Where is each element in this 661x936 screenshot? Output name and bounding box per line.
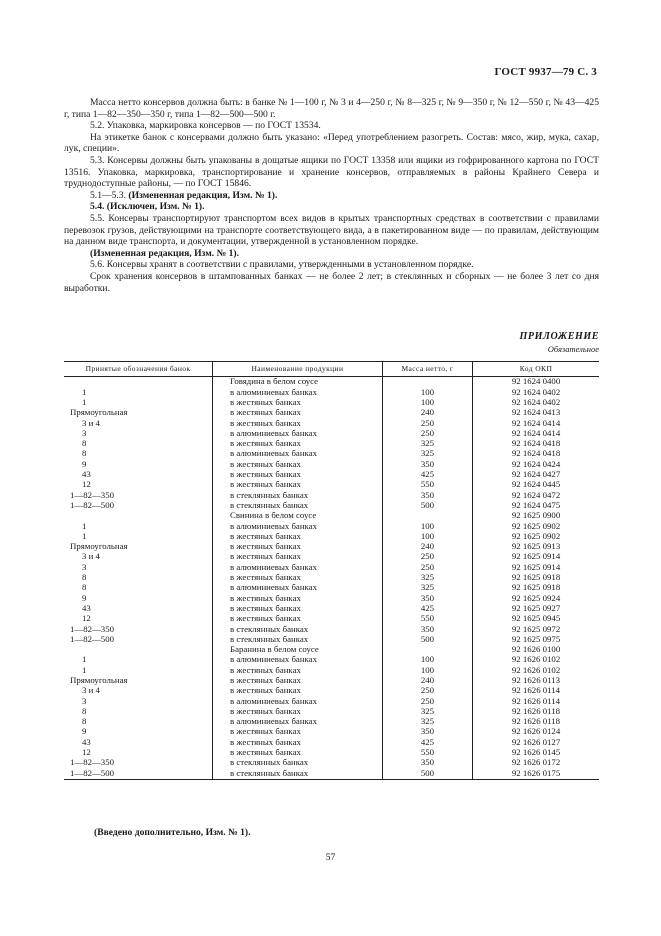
can-designation-cell bbox=[64, 511, 213, 521]
product-name-cell: в жестяных банках bbox=[213, 727, 383, 737]
product-name-cell: в жестяных банках bbox=[213, 748, 383, 758]
product-name-cell: в алюминиевых банках bbox=[213, 562, 383, 572]
net-mass-cell: 250 bbox=[382, 552, 472, 562]
okp-code-cell: 92 1624 0427 bbox=[473, 470, 599, 480]
okp-code-cell: 92 1626 0102 bbox=[473, 655, 599, 665]
can-designation-cell: 3 bbox=[82, 561, 87, 572]
column-header: Наименование продукции bbox=[213, 362, 383, 377]
okp-code-cell: 92 1625 0914 bbox=[473, 562, 599, 572]
product-name-cell: в жестяных банках bbox=[213, 542, 383, 552]
okp-code-cell: 92 1626 0124 bbox=[473, 727, 599, 737]
can-designation-cell: Прямоугольная bbox=[70, 541, 128, 552]
product-name-cell: в стеклянных банках bbox=[213, 768, 383, 779]
column-header: Масса нетто, г bbox=[382, 362, 472, 377]
paragraph-lead: 5.1—5.3. bbox=[90, 189, 129, 201]
can-designation-cell: 1 bbox=[82, 386, 87, 397]
net-mass-cell: 350 bbox=[382, 758, 472, 768]
can-designation-cell: 1—82—500 bbox=[70, 499, 114, 510]
product-name-cell: в жестяных банках bbox=[213, 676, 383, 686]
okp-code-cell: 92 1625 0918 bbox=[473, 573, 599, 583]
okp-code-cell: 92 1624 0418 bbox=[473, 439, 599, 449]
table-row bbox=[64, 449, 599, 459]
product-name-cell: в алюминиевых банках bbox=[213, 717, 383, 727]
can-designation-cell: 1 bbox=[82, 664, 87, 675]
product-table bbox=[64, 361, 599, 780]
product-name-cell: в жестяных банках bbox=[213, 614, 383, 624]
net-mass-cell: 350 bbox=[382, 490, 472, 500]
paragraph bbox=[64, 248, 599, 260]
okp-code-cell: 92 1625 0945 bbox=[473, 614, 599, 624]
paragraph-text: 5.3. Консервы должны быть упакованы в дощатые ящики по ГОСТ 13358 или ящики из гофрированного картона по ГОСТ 13516. Упаковка, маркировка, транспортирование и хранение консервов, отправляемых в районы Крайнего Севера и труднодоступные районы, — по ГОСТ 15846. bbox=[64, 154, 599, 190]
paragraph bbox=[64, 213, 599, 248]
table-header-row bbox=[64, 362, 599, 377]
can-designation-cell: 1 bbox=[82, 396, 87, 407]
table-body bbox=[64, 377, 599, 780]
product-name-cell: в жестяных банках bbox=[213, 439, 383, 449]
amendment-note: (Измененная редакция, Изм. № 1). bbox=[90, 247, 240, 259]
can-designation-cell: 8 bbox=[82, 448, 87, 459]
table-row bbox=[64, 624, 599, 634]
okp-code-cell: 92 1624 0413 bbox=[473, 408, 599, 418]
product-name-cell: в жестяных банках bbox=[213, 470, 383, 480]
paragraph-text: Масса нетто консервов должна быть: в банке № 1—100 г, № 3 и 4—250 г, № 8—325 г, № 9—350 г, № 12—550 г, № 43—425 г, типа 1—82—350—350 г, типа 1—82—500—500 г. bbox=[64, 97, 599, 120]
okp-code-cell: 92 1626 0118 bbox=[473, 717, 599, 727]
page-header: ГОСТ 9937—79 С. 3 bbox=[494, 66, 597, 78]
net-mass-cell: 100 bbox=[382, 665, 472, 675]
okp-code-cell: 92 1626 0127 bbox=[473, 737, 599, 747]
okp-code-cell: 92 1624 0402 bbox=[473, 398, 599, 408]
product-name-cell: Говядина в белом соусе bbox=[213, 377, 383, 388]
net-mass-cell: 250 bbox=[382, 418, 472, 428]
product-name-cell: в алюминиевых банках bbox=[213, 696, 383, 706]
net-mass-cell: 100 bbox=[382, 521, 472, 531]
okp-code-cell: 92 1626 0175 bbox=[473, 768, 599, 779]
net-mass-cell: 550 bbox=[382, 480, 472, 490]
can-designation-cell: 1—82—350 bbox=[70, 623, 114, 634]
net-mass-cell: 325 bbox=[382, 707, 472, 717]
can-designation-cell: 1—82—500 bbox=[64, 768, 213, 779]
product-name-cell: в жестяных банках bbox=[213, 737, 383, 747]
okp-code-cell: 92 1625 0913 bbox=[473, 542, 599, 552]
table-row bbox=[64, 768, 599, 779]
net-mass-cell: 250 bbox=[382, 562, 472, 572]
can-designation-cell: Прямоугольная bbox=[70, 407, 128, 418]
can-designation-cell: 3 и 4 bbox=[82, 417, 100, 428]
can-designation-cell: 1 bbox=[82, 654, 87, 665]
okp-code-cell: 92 1626 0145 bbox=[473, 748, 599, 758]
table-row bbox=[64, 418, 599, 428]
product-name-cell: в алюминиевых банках bbox=[213, 449, 383, 459]
okp-code-cell: 92 1625 0900 bbox=[473, 511, 599, 521]
footnote: (Введено дополнительно, Изм. № 1). bbox=[94, 827, 251, 838]
can-designation-cell: 8 bbox=[82, 438, 87, 449]
net-mass-cell bbox=[382, 377, 472, 388]
okp-code-cell: 92 1624 0414 bbox=[473, 418, 599, 428]
appendix-heading bbox=[520, 331, 599, 354]
product-name-cell: в жестяных банках bbox=[213, 418, 383, 428]
product-name-cell: в жестяных банках bbox=[213, 408, 383, 418]
okp-code-cell: 92 1626 0172 bbox=[473, 758, 599, 768]
table-row bbox=[64, 655, 599, 665]
can-designation-cell: 1—82—350 bbox=[70, 757, 114, 768]
can-designation-cell: 3 и 4 bbox=[82, 551, 100, 562]
okp-code-cell: 92 1625 0924 bbox=[473, 593, 599, 603]
okp-code-cell: 92 1624 0414 bbox=[473, 428, 599, 438]
table-row bbox=[64, 583, 599, 593]
net-mass-cell: 100 bbox=[382, 655, 472, 665]
product-name-cell: в жестяных банках bbox=[213, 665, 383, 675]
table-row bbox=[64, 511, 599, 521]
paragraph-text: Срок хранения консервов в штампованных банках — не более 2 лет; в стеклянных и сборных — не более 3 лет со дня выработки. bbox=[64, 270, 599, 294]
can-designation-cell: 3 и 4 bbox=[82, 685, 100, 696]
table-row bbox=[64, 593, 599, 603]
paragraph-text: 5.4. (Исключен, Изм. № 1). bbox=[90, 201, 205, 213]
paragraph bbox=[64, 271, 599, 294]
can-designation-cell: 3 bbox=[82, 695, 87, 706]
net-mass-cell: 500 bbox=[382, 501, 472, 511]
product-name-cell: в алюминиевых банках bbox=[213, 655, 383, 665]
can-designation-cell: 3 bbox=[82, 427, 87, 438]
okp-code-cell: 92 1626 0118 bbox=[473, 707, 599, 717]
table-row bbox=[64, 552, 599, 562]
paragraph bbox=[64, 201, 599, 213]
table-row bbox=[64, 686, 599, 696]
net-mass-cell: 425 bbox=[382, 737, 472, 747]
can-designation-cell: 1—82—350 bbox=[70, 489, 114, 500]
product-name-cell: в жестяных банках bbox=[213, 707, 383, 717]
net-mass-cell: 100 bbox=[382, 387, 472, 397]
paragraph-text: На этикетке банок с консервами должно быть указано: «Перед употреблением разогреть. Состав: мясо, жир, мука, сахар, лук, специи». bbox=[64, 131, 599, 155]
paragraph bbox=[64, 259, 599, 271]
net-mass-cell: 250 bbox=[382, 696, 472, 706]
paragraph bbox=[64, 190, 599, 202]
net-mass-cell: 350 bbox=[382, 459, 472, 469]
table-row bbox=[64, 614, 599, 624]
table-row bbox=[64, 408, 599, 418]
can-designation-cell: 8 bbox=[82, 582, 87, 593]
body-text bbox=[64, 97, 599, 294]
net-mass-cell: 425 bbox=[382, 470, 472, 480]
okp-code-cell: 92 1626 0113 bbox=[473, 676, 599, 686]
paragraph bbox=[64, 132, 599, 155]
net-mass-cell: 240 bbox=[382, 408, 472, 418]
product-name-cell: в жестяных банках bbox=[213, 686, 383, 696]
okp-code-cell: 92 1624 0418 bbox=[473, 449, 599, 459]
product-name-cell: в стеклянных банках bbox=[213, 490, 383, 500]
net-mass-cell: 100 bbox=[382, 531, 472, 541]
okp-code-cell: 92 1626 0100 bbox=[473, 645, 599, 655]
paragraph bbox=[64, 155, 599, 190]
okp-code-cell: 92 1626 0114 bbox=[473, 696, 599, 706]
okp-code-cell: 92 1625 0972 bbox=[473, 624, 599, 634]
appendix-title: ПРИЛОЖЕНИЕ bbox=[519, 331, 599, 342]
can-designation-cell: 43 bbox=[82, 736, 91, 747]
can-designation-cell: 1 bbox=[82, 530, 87, 541]
product-name-cell: Свинина в белом соусе bbox=[213, 511, 383, 521]
can-designation-cell bbox=[64, 645, 213, 655]
can-designation-cell: 9 bbox=[82, 458, 87, 469]
okp-code-cell: 92 1624 0400 bbox=[473, 377, 599, 388]
table-row bbox=[64, 696, 599, 706]
paragraph-text: 5.5. Консервы транспортируют транспортом всех видов в крытых транспортных средствах в соответствии с правилами перевозок грузов, действующими на транспорте соответствующего вида, а в пакетированном виде — по правилам, действующим на данном виде транспорта, и документации, утвержденной в установленном порядке. bbox=[64, 212, 599, 248]
paragraph bbox=[64, 97, 599, 120]
product-name-cell: в алюминиевых банках bbox=[213, 583, 383, 593]
net-mass-cell: 350 bbox=[382, 727, 472, 737]
okp-code-cell: 92 1626 0102 bbox=[473, 665, 599, 675]
product-name-cell: в алюминиевых банках bbox=[213, 387, 383, 397]
net-mass-cell: 325 bbox=[382, 717, 472, 727]
okp-code-cell: 92 1625 0927 bbox=[473, 604, 599, 614]
product-name-cell: в жестяных банках bbox=[213, 459, 383, 469]
product-name-cell: в алюминиевых банках bbox=[213, 521, 383, 531]
product-name-cell: в жестяных банках bbox=[213, 593, 383, 603]
product-name-cell: в стеклянных банках bbox=[213, 501, 383, 511]
table-row bbox=[64, 377, 599, 388]
okp-code-cell: 92 1624 0445 bbox=[473, 480, 599, 490]
okp-code-cell: 92 1624 0424 bbox=[473, 459, 599, 469]
net-mass-cell: 350 bbox=[382, 624, 472, 634]
product-name-cell: в стеклянных банках bbox=[213, 634, 383, 644]
product-name-cell: в жестяных банках bbox=[213, 531, 383, 541]
okp-code-cell: 92 1624 0402 bbox=[473, 387, 599, 397]
net-mass-cell: 240 bbox=[382, 542, 472, 552]
net-mass-cell: 425 bbox=[382, 604, 472, 614]
net-mass-cell: 500 bbox=[382, 634, 472, 644]
can-designation-cell: 12 bbox=[82, 479, 91, 490]
product-name-cell: в алюминиевых банках bbox=[213, 428, 383, 438]
net-mass-cell: 500 bbox=[382, 768, 472, 779]
okp-code-cell: 92 1625 0914 bbox=[473, 552, 599, 562]
net-mass-cell: 250 bbox=[382, 686, 472, 696]
can-designation-cell: Прямоугольная bbox=[70, 675, 128, 685]
can-designation-cell: 12 bbox=[82, 613, 91, 624]
product-name-cell: в стеклянных банках bbox=[213, 624, 383, 634]
net-mass-cell bbox=[382, 511, 472, 521]
can-designation-cell: 8 bbox=[82, 572, 87, 583]
okp-code-cell: 92 1624 0475 bbox=[473, 501, 599, 511]
okp-code-cell: 92 1624 0472 bbox=[473, 490, 599, 500]
okp-code-cell: 92 1625 0902 bbox=[473, 531, 599, 541]
can-designation-cell: 43 bbox=[82, 602, 91, 613]
product-name-cell: в жестяных банках bbox=[213, 573, 383, 583]
table-row bbox=[64, 480, 599, 490]
appendix-subtitle: Обязательное bbox=[547, 344, 599, 354]
can-designation-cell: 1 bbox=[82, 520, 87, 531]
can-designation-cell: 12 bbox=[82, 747, 91, 758]
net-mass-cell: 240 bbox=[382, 676, 472, 686]
net-mass-cell: 350 bbox=[382, 593, 472, 603]
table-row bbox=[64, 727, 599, 737]
can-designation-cell: 43 bbox=[82, 469, 91, 480]
product-name-cell: в жестяных банках bbox=[213, 398, 383, 408]
okp-code-cell: 92 1625 0902 bbox=[473, 521, 599, 531]
can-designation-cell: 8 bbox=[82, 705, 87, 716]
can-designation-cell bbox=[64, 377, 213, 388]
product-name-cell: в жестяных банках bbox=[213, 552, 383, 562]
net-mass-cell: 325 bbox=[382, 439, 472, 449]
can-designation-cell: 8 bbox=[82, 716, 87, 727]
net-mass-cell: 325 bbox=[382, 583, 472, 593]
net-mass-cell: 325 bbox=[382, 573, 472, 583]
table-row bbox=[64, 758, 599, 768]
column-header: Принятые обозначения банок bbox=[64, 362, 213, 377]
column-header: Код ОКП bbox=[473, 362, 599, 377]
net-mass-cell: 550 bbox=[382, 748, 472, 758]
net-mass-cell: 550 bbox=[382, 614, 472, 624]
paragraph-text: 5.2. Упаковка, маркировка консервов — по ГОСТ 13534. bbox=[90, 120, 321, 132]
can-designation-cell: 9 bbox=[82, 726, 87, 737]
product-name-cell: в жестяных банках bbox=[213, 480, 383, 490]
paragraph-text: 5.6. Консервы хранят в соответствии с правилами, утвержденными в установленном порядке. bbox=[90, 259, 474, 271]
net-mass-cell: 325 bbox=[382, 449, 472, 459]
paragraph bbox=[64, 120, 599, 132]
table-row bbox=[64, 521, 599, 531]
product-name-cell: в жестяных банках bbox=[213, 604, 383, 614]
product-name-cell: в стеклянных банках bbox=[213, 758, 383, 768]
amendment-note: (Измененная редакция, Изм. № 1). bbox=[128, 189, 278, 201]
product-name-cell: Баранина в белом соусе bbox=[213, 645, 383, 655]
page-number: 57 bbox=[325, 852, 336, 863]
okp-code-cell: 92 1626 0114 bbox=[473, 686, 599, 696]
net-mass-cell: 250 bbox=[382, 428, 472, 438]
can-designation-cell: 1—82—500 bbox=[70, 633, 114, 644]
okp-code-cell: 92 1625 0975 bbox=[473, 634, 599, 644]
can-designation-cell: 9 bbox=[82, 592, 87, 603]
net-mass-cell: 100 bbox=[382, 398, 472, 408]
okp-code-cell: 92 1625 0918 bbox=[473, 583, 599, 593]
